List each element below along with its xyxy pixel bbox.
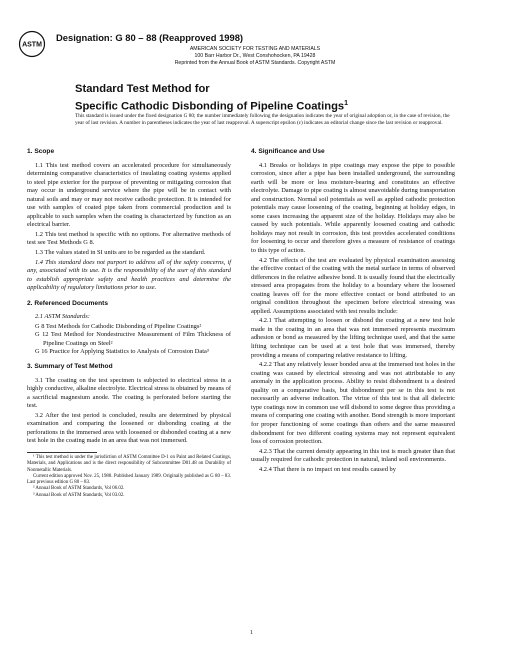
paragraph-4-2-4: 4.2.4 That there is no impact on test results caused by [259, 465, 396, 473]
paragraph-4-2-3: 4.2.3 That the current density appearing in this test is much greater than that usually required for cathodic protection in natural, inland soil environments. [251, 447, 455, 464]
title-footnote-mark: 1 [344, 99, 349, 107]
paragraph-2-1: 2.1 ASTM Standards: [35, 313, 90, 321]
title-line-2 [75, 97, 495, 114]
title-main: Specific Cathodic Disbonding of Pipeline Coatings [75, 100, 345, 113]
section-significance-heading: 4. Significance and Use [251, 148, 325, 155]
section-scope-heading: 1. Scope [27, 148, 55, 155]
document-title [75, 83, 495, 114]
section-summary-heading: 3. Summary of Test Method [27, 363, 113, 371]
footnote-2: ² Annual Book of ASTM Standards, Vol 06.02. [33, 486, 125, 492]
page-number: 1 [250, 630, 253, 636]
paragraph-3-1: 3.1 The coating on the test specimen is subjected to electrical stress in a highly conductive, alkaline electrolyte. Electrical stress is obtained by means of a sacrificial magnesium anode. The coating is perforated before starting the test. [27, 376, 231, 410]
society-reprint: Reprinted from the Annual Book of ASTM Standards. Copyright ASTM [174, 59, 336, 66]
right-column [251, 148, 455, 475]
footnote-divider [27, 452, 97, 453]
document-header [18, 30, 492, 78]
society-address [18, 46, 492, 66]
paragraph-4-2-2: 4.2.2 That any relatively lesser bonded area at the immersed test holes in the coating was caused by electrical stressing and was not attributable to any anomaly in the application process. Ability to resist disbondment is a desired quality on a comparative basis, but disbondment per se in this test is not necessarily an adverse indication. The virtue of this test is that all dielectric type coatings now in common use will disbond to some degree thus providing a means of comparing one coating with another. Bond strength is more important for proper functioning of some coatings than others and the same measured disbondment for two different coating systems may not represent equivalent loss of corrosion protection. [251, 361, 455, 446]
section-referenced-documents-heading: 2. Referenced Documents [27, 299, 108, 307]
paragraph-4-2: 4.2 The effects of the test are evaluated by physical examination assessing the effective contact of the coating with the metal surface in terms of observed differences in the relative adhesive bond. It is usually found that the electrically stressed area propagates from the holiday to a boundary where the loosened coating leaves off for the more effective contact or bond attributed to an original condition throughout the specimen before electrical stressing was applied. Assumptions associated with test results include: [251, 256, 455, 315]
reference-g8: G 8 Test Methods for Cathodic Disbonding of Pipeline Coatings² [35, 322, 202, 330]
society-name: AMERICAN SOCIETY FOR TESTING AND MATERIALS [189, 46, 321, 52]
reference-g16: G 16 Practice for Applying Statistics to Analysis of Corrosion Data³ [35, 348, 209, 356]
paragraph-4-2-1: 4.2.1 That attempting to loosen or disbond the coating at a new test hole made in the coating in an area that was not immersed represents maximum adhesion or bond as measured by the lifting technique used, and that the same lifting technique can be used at a test hole that was immersed, thereby providing a means of comparing relative resistance to lifting. [251, 317, 455, 359]
paragraph-4-1: 4.1 Breaks or holidays in pipe coatings may expose the pipe to possible corrosion, since after a pipe has been installed underground, the surrounding earth will be more or less moisture-bearing and constitutes an effective electrolyte. Damage to pipe coating is almost unavoidable during transportation and construction. Normal soil potentials as well as applied cathodic protection potentials may cause loosening of the coating, beginning at holiday edges, in some cases increasing the apparent size of the holiday. Holidays may also be caused by such potentials. While apparently loosened coating and cathodic holidays may not result in corrosion, this test provides accelerated conditions for loosening to occur and therefore gives a measure of resistance of coatings to this type of action. [251, 161, 455, 255]
paragraph-1-1: 1.1 This test method covers an accelerated procedure for simultaneously determining comparative characteristics of insulating coating systems applied to steel pipe exterior for the purpose of preventing or mitigating corrosion that may occur in underground service where the pipe will be in contact with natural soils and may or may not receive cathodic protection. It is intended for use with samples of coated pipe taken from commercial production and is applicable to such samples when the coating is characterized by function as an electrical barrier. [27, 161, 231, 229]
footnote-1: ¹ This test method is under the jurisdiction of ASTM Committee D-1 on Paint and Related Coatings, Materials, and Applications and is the direct responsibility of Subcommittee D01.48 on Durability of Nonmetallic Materials. [27, 454, 231, 473]
society-street: 100 Barr Harbor Dr., West Conshohocken, PA 19428 [194, 52, 316, 59]
reference-g12: G 12 Test Method for Nondestructive Measurement of Film Thickness of Pipeline Coatings on Steel² [35, 331, 231, 347]
designation: Designation: G 80 – 88 (Reapproved 1998) [56, 32, 244, 43]
paragraph-3-2: 3.2 After the test period is concluded, results are determined by physical examination and comparing the loosened or disbonding coating at the perforations in the immersed area with loosened or disbonded coating at a new test hole in the coating made in an area that was not immersed. [27, 411, 231, 445]
paragraph-1-4: 1.4 This standard does not purport to address all of the safety concerns, if any, associated with its use. It is the responsibility of the user of this standard to establish appropriate safety and health practices and determine the applicability of regulatory limitations prior to use. [27, 258, 231, 292]
svg-text:ASTM: ASTM [22, 41, 42, 49]
title-line-1: Standard Test Method for [75, 83, 210, 95]
issued-note: This standard is issued under the fixed designation G 80; the number immediately following the designation indicates the year of original adoption or, in the case of revision, the year of last revision. A number in parentheses indicates the year of last reapproval. A superscript epsilon (ε) indicates an editorial change since the last revision or reapproval. [75, 113, 450, 126]
left-column [27, 148, 231, 499]
footnote-3: ³ Annual Book of ASTM Standards, Vol 03.02. [33, 492, 125, 498]
paragraph-1-3: 1.3 The values stated in SI units are to be regarded as the standard. [35, 249, 206, 257]
paragraph-1-2: 1.2 This test method is specific with no options. For alternative methods of test see Test Methods G 8. [27, 230, 231, 247]
footnote-1-edition: Current edition approved Nov. 25, 1988. Published January 1989. Originally published as G 80 – 83. Last previous edition G 80 – 83. [27, 473, 231, 486]
